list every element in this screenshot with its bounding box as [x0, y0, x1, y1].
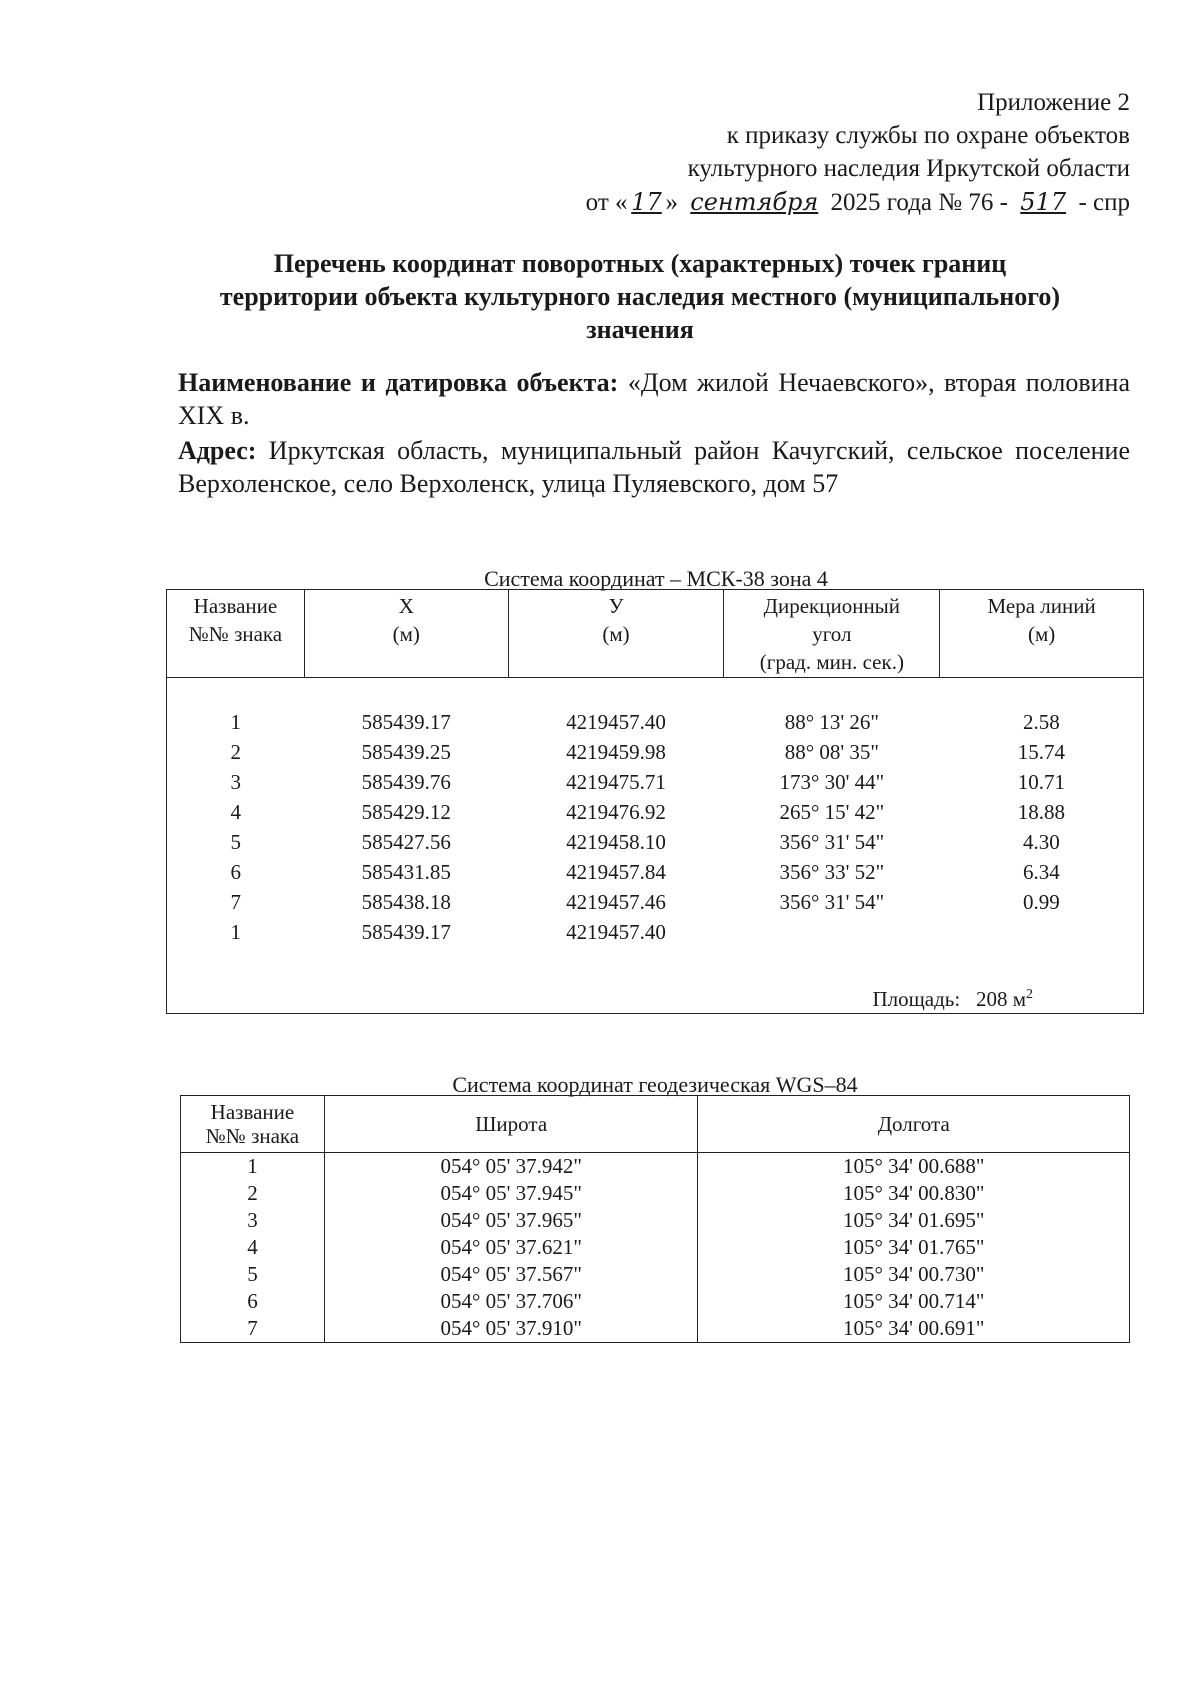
table-row [167, 917, 1144, 947]
table-row [181, 1207, 1130, 1234]
table2-body [181, 1153, 1130, 1343]
table-row [167, 708, 1144, 738]
table-row [167, 827, 1144, 857]
cell-n: 3 [230, 770, 241, 795]
cell-n: 7 [230, 890, 241, 915]
cell-n: 5 [230, 830, 241, 855]
area-row [167, 981, 1144, 1014]
cell-y: 4219457.40 [566, 920, 666, 945]
cell-n: 1 [181, 1153, 325, 1181]
cell-len: 4.30 [1023, 830, 1060, 855]
table1-body [167, 678, 1144, 948]
area-value: 208 м [975, 987, 1026, 1011]
cell-lon: 105° 34' 00.688" [698, 1153, 1130, 1181]
address-paragraph [178, 434, 1130, 500]
cell-n: 3 [181, 1207, 325, 1234]
object-name-value: «Дом жилой Нечаевского», вторая половина XIX в. [178, 368, 1130, 430]
cell-angle: 88° 13' 26" [784, 710, 879, 735]
header2-point-name: Название №№ знака [181, 1096, 325, 1153]
order-line-2: культурного наследия Иркутской области [687, 155, 1130, 182]
cell-lon: 105° 34' 01.765" [698, 1234, 1130, 1261]
cell-lat: 054° 05' 37.965" [324, 1207, 698, 1234]
cell-x: 585439.17 [361, 920, 451, 945]
appendix-label: Приложение 2 [977, 89, 1130, 116]
table-row [181, 1180, 1130, 1207]
table-row [167, 887, 1144, 917]
cell-len: 0.99 [1023, 890, 1060, 915]
cell-n: 2 [181, 1180, 325, 1207]
page-title [150, 247, 1130, 346]
table-row [181, 1288, 1130, 1315]
header-longitude: Долгота [698, 1096, 1130, 1153]
cell-lon: 105° 34' 00.714" [698, 1288, 1130, 1315]
cell-n: 4 [230, 800, 241, 825]
object-name-paragraph [178, 366, 1130, 432]
order-date-line [586, 186, 1130, 219]
cell-lon: 105° 34' 00.691" [698, 1315, 1130, 1343]
address-label: Адрес: [178, 436, 257, 465]
cell-y: 4219458.10 [566, 830, 666, 855]
cell-n: 4 [181, 1234, 325, 1261]
table-row [167, 737, 1144, 767]
cell-n: 2 [230, 740, 241, 765]
table-row [181, 1315, 1130, 1343]
order-suffix: - спр [1078, 189, 1130, 216]
cell-angle: 173° 30' 44" [779, 770, 885, 795]
cell-x: 585427.56 [361, 830, 451, 855]
area-label: Площадь: [872, 987, 961, 1011]
cell-n: 1 [230, 710, 241, 735]
header-line-length: Мера линий (м) [940, 590, 1144, 678]
cell-lon: 105° 34' 00.730" [698, 1261, 1130, 1288]
cell-angle: 356° 33' 52" [779, 860, 885, 885]
cell-len: 18.88 [1017, 800, 1065, 825]
cell-lon: 105° 34' 00.830" [698, 1180, 1130, 1207]
cell-x: 585439.76 [361, 770, 451, 795]
table2-caption: Система координат геодезическая WGS–84 [452, 1072, 858, 1097]
table-row [181, 1153, 1130, 1181]
header-point-name: Название №№ знака [167, 590, 305, 678]
cell-lat: 054° 05' 37.706" [324, 1288, 698, 1315]
table-row [167, 797, 1144, 827]
order-year-number: 2025 года № 76 - [830, 189, 1008, 216]
title-line-2: территории объекта культурного наследия местного (муниципального) [219, 282, 1061, 311]
cell-y: 4219457.84 [566, 860, 666, 885]
cell-lat: 054° 05' 37.945" [324, 1180, 698, 1207]
table1-caption: Система координат – МСК-38 зона 4 [484, 566, 828, 591]
cell-lat: 054° 05' 37.621" [324, 1234, 698, 1261]
cell-x: 585429.12 [361, 800, 451, 825]
object-name-label: Наименование и датировка объекта: [178, 368, 619, 397]
cell-lon: 105° 34' 01.695" [698, 1207, 1130, 1234]
table-row [181, 1234, 1130, 1261]
cell-len: 15.74 [1017, 740, 1065, 765]
cell-y: 4219457.46 [566, 890, 666, 915]
cell-n: 7 [181, 1315, 325, 1343]
cell-angle [724, 917, 940, 947]
cell-n: 5 [181, 1261, 325, 1288]
table-row [167, 767, 1144, 797]
cell-x: 585439.25 [361, 740, 451, 765]
table-row [181, 1261, 1130, 1288]
table-row [167, 857, 1144, 887]
cell-n: 6 [181, 1288, 325, 1315]
handwritten-day: 17 [631, 188, 662, 216]
cell-lat: 054° 05' 37.942" [324, 1153, 698, 1181]
area-unit-exponent: 2 [1026, 987, 1033, 1002]
table1-header-row [167, 590, 1144, 678]
cell-len [940, 917, 1144, 947]
address-value: Иркутская область, муниципальный район Качугский, сельское поселение Верхоленское, село Верхоленск, улица Пуляевского, дом 57 [178, 436, 1130, 498]
header-direction-angle: Дирекционный угол (град. мин. сек.) [724, 590, 940, 678]
cell-len: 2.58 [1023, 710, 1060, 735]
cell-len: 6.34 [1023, 860, 1060, 885]
cell-lat: 054° 05' 37.910" [324, 1315, 698, 1343]
cell-y: 4219459.98 [566, 740, 666, 765]
msk-coordinates-table [166, 589, 1144, 1014]
table2-header-row [181, 1096, 1130, 1153]
handwritten-month: сентября [690, 188, 819, 216]
header-latitude: Широта [324, 1096, 698, 1153]
cell-angle: 88° 08' 35" [784, 740, 879, 765]
header-y: У (м) [508, 590, 724, 678]
cell-n: 1 [230, 920, 241, 945]
title-line-1: Перечень координат поворотных (характерных) точек границ [273, 249, 1007, 278]
date-prefix: от « [585, 189, 628, 216]
cell-y: 4219475.71 [566, 770, 666, 795]
cell-y: 4219457.40 [566, 710, 666, 735]
cell-angle: 356° 31' 54" [779, 830, 885, 855]
cell-angle: 265° 15' 42" [779, 800, 885, 825]
date-close-quote: » [665, 189, 679, 216]
order-line-1: к приказу службы по охране объектов [726, 122, 1130, 149]
title-line-3: значения [586, 315, 694, 344]
cell-x: 585439.17 [361, 710, 451, 735]
cell-x: 585431.85 [361, 860, 451, 885]
cell-angle: 356° 31' 54" [779, 890, 885, 915]
cell-x: 585438.18 [361, 890, 451, 915]
cell-y: 4219476.92 [566, 800, 666, 825]
wgs84-coordinates-table [180, 1095, 1130, 1343]
cell-n: 6 [230, 860, 241, 885]
handwritten-order-number: 517 [1020, 188, 1067, 216]
cell-lat: 054° 05' 37.567" [324, 1261, 698, 1288]
header-x: X (м) [304, 590, 508, 678]
cell-len: 10.71 [1017, 770, 1065, 795]
